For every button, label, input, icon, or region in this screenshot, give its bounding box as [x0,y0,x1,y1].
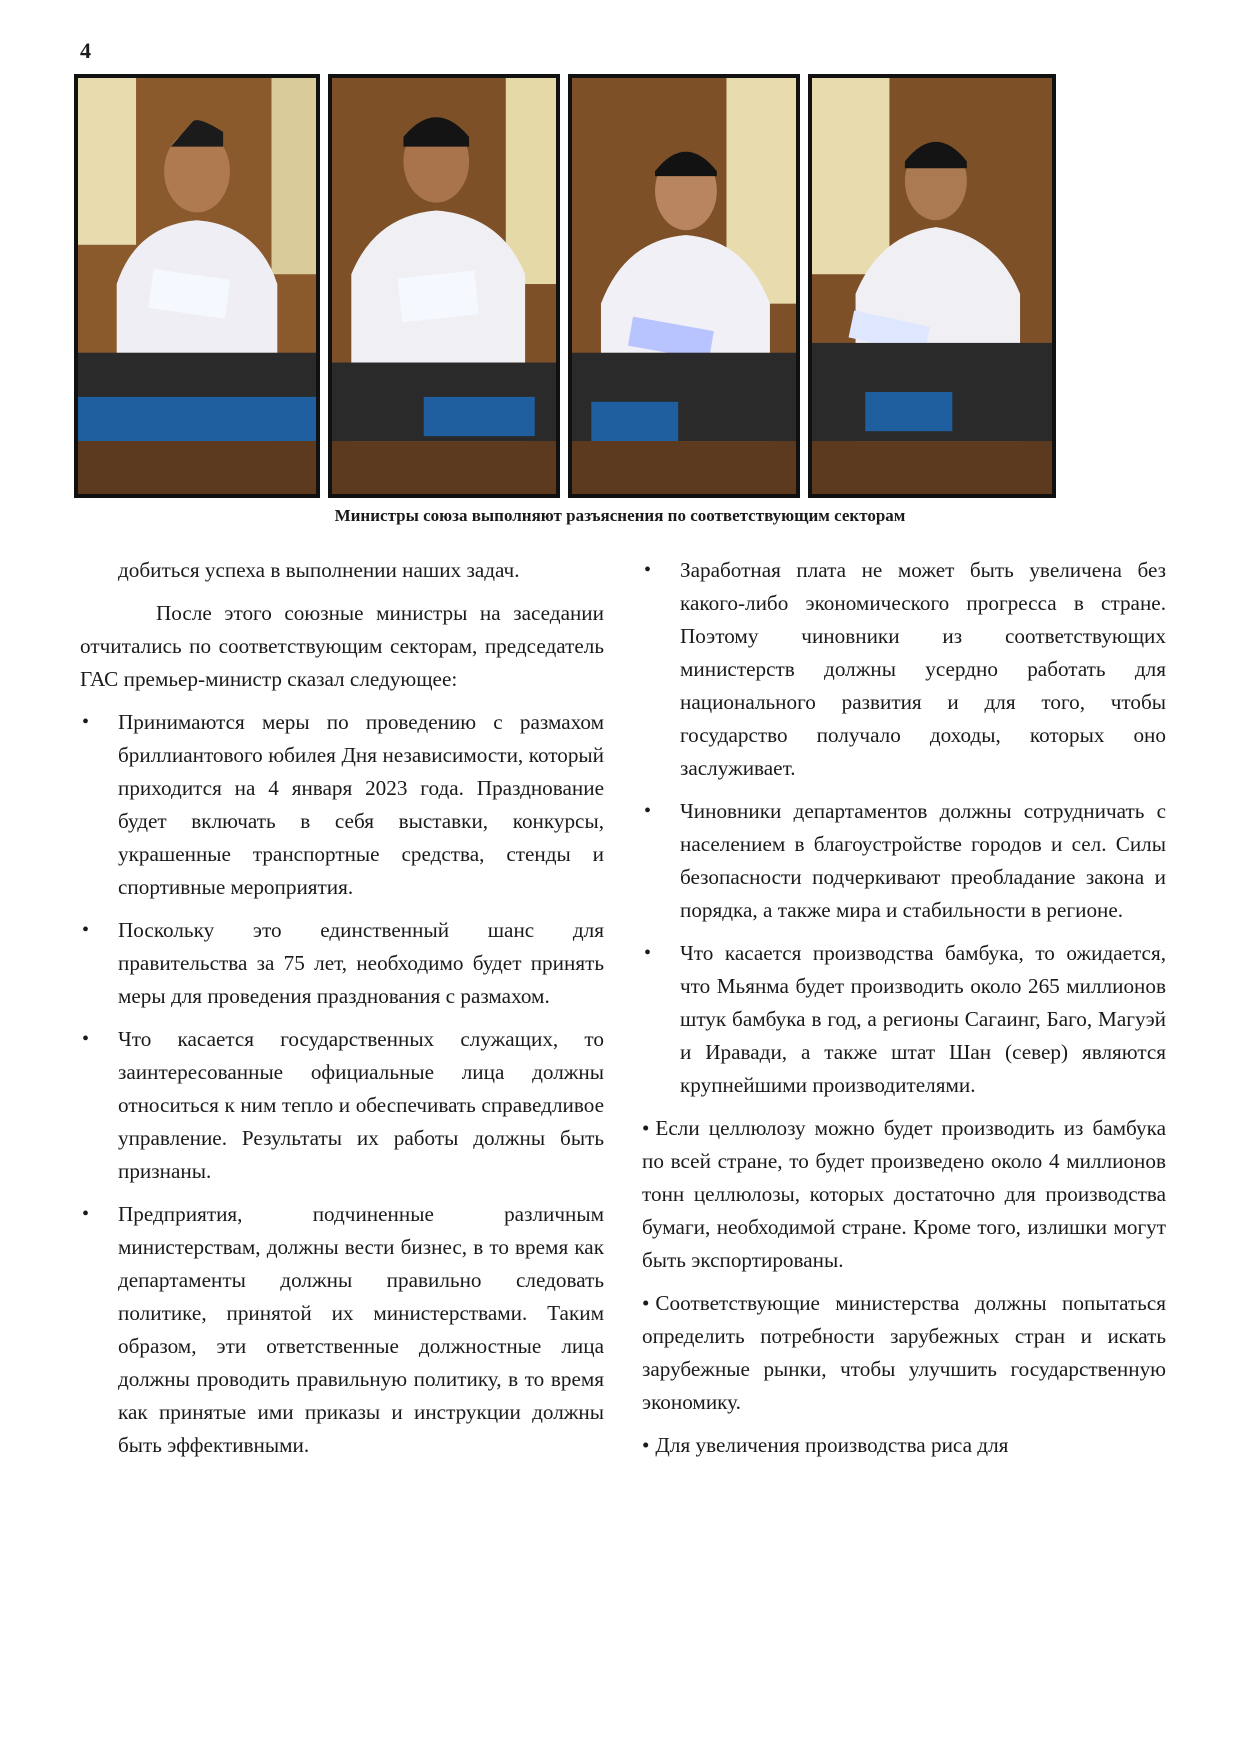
photo-minister-1 [74,74,320,498]
photo-minister-3 [568,74,800,498]
bullet-icon: • [82,1203,90,1225]
bullet-icon: • [642,1116,650,1140]
bullet-icon: • [82,1028,90,1050]
list-item: • Предприятия, подчиненные различным министерствам, должны вести бизнес, в то время как департаменты должны правильно следовать политике, принятой их министерствами. Таким образом, эти ответственные должностные лица должны проводить правильную политику, в то время как принятые ими приказы и инструкции должны быть эффективными. [80,1198,604,1462]
bullet-icon: • [644,559,652,581]
list-item: • Чиновники департаментов должны сотрудничать с населением в благоустройстве городов и сел. Силы безопасности подчеркивают преобладание закона и порядка, а также мира и стабильности в регионе. [642,795,1166,927]
list-item: • Поскольку это единственный шанс для правительства за 75 лет, необходимо будет принять меры для проведения празднования с размахом. [80,914,604,1013]
page-number: 4 [80,38,91,63]
right-column [642,554,1166,1472]
photo-strip [74,74,1166,498]
continuation-paragraph: добиться успеха в выполнении наших задач. [118,558,520,582]
photo-minister-2 [328,74,560,498]
intro-paragraph: После этого союзные министры на заседании отчитались по соответствующим секторам, председатель ГАС премьер-министр сказал следующее: [80,601,604,691]
bullet-icon: • [644,800,652,822]
photo-caption: Министры союза выполняют разъяснения по соответствующим секторам [334,506,906,525]
right-bullet-list [642,554,1166,1102]
inline-bullet-paragraph: • Соответствующие министерства должны попытаться определить потребности зарубежных стран и искать зарубежные рынки, чтобы улучшить государственную экономику. [642,1291,1166,1414]
list-item: • Принимаются меры по проведению с размахом бриллиантового юбилея Дня независимости, который приходится на 4 января 2023 года. Празднование будет включать в себя выставки, конкурсы, украшенные транспортные средства, стенды и спортивные мероприятия. [80,706,604,904]
bullet-icon: • [82,919,90,941]
list-item: • Что касается производства бамбука, то ожидается, что Мьянма будет производить около 265 миллионов штук бамбука в год, а регионы Сагаинг, Баго, Магуэй и Иравади, а также штат Шан (север) являются крупнейшими производителями. [642,937,1166,1102]
bullet-icon: • [82,711,90,733]
bullet-icon: • [644,942,652,964]
bullet-icon: • [642,1433,650,1457]
inline-bullet-paragraph: • Для увеличения производства риса для [642,1433,1009,1457]
list-item: • Заработная плата не может быть увеличена без какого-либо экономического прогресса в стране. Поэтому чиновники из соответствующих министерств должны усердно работать для национального развития и для того, чтобы государство получало доходы, которых оно заслуживает. [642,554,1166,785]
left-bullet-list [80,706,604,1462]
photo-minister-4 [808,74,1056,498]
inline-bullet-paragraph: • Если целлюлозу можно будет производить из бамбука по всей стране, то будет произведено около 4 миллионов тонн целлюлозы, которых достаточно для производства бумаги, необходимой стране. Кроме того, излишки могут быть экспортированы. [642,1116,1166,1272]
list-item: • Что касается государственных служащих, то заинтересованные официальные лица должны относиться к ним тепло и обеспечивать справедливое управление. Результаты их работы должны быть признаны. [80,1023,604,1188]
bullet-icon: • [642,1291,650,1315]
left-column [80,554,604,1472]
